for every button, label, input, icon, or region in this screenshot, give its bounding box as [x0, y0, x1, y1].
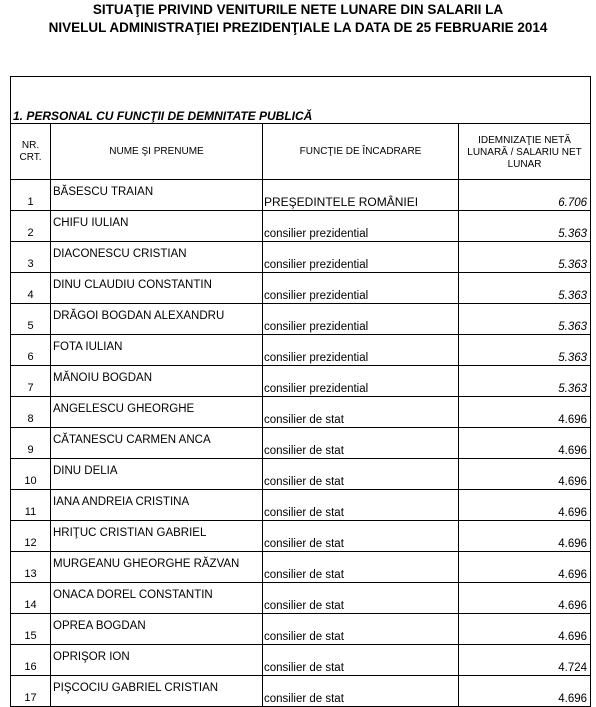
row-name-cell [51, 211, 263, 242]
row-name: ANGELESCU GHEORGHE [53, 403, 195, 415]
table-row [11, 397, 591, 428]
row-salary: 5.363 [558, 228, 588, 240]
table-row [11, 180, 591, 211]
row-function: PREŞEDINTELE ROMÂNIEI [264, 195, 419, 209]
row-number-cell [11, 583, 51, 614]
row-number-cell [11, 366, 51, 397]
table-row [11, 614, 591, 645]
row-name: DINU DELIA [53, 465, 118, 477]
row-salary-cell [459, 428, 591, 459]
row-salary: 4.724 [558, 662, 588, 674]
table-row [11, 335, 591, 366]
row-number-cell [11, 304, 51, 335]
table-row [11, 304, 591, 335]
row-number: 5 [27, 320, 34, 332]
row-name-cell [51, 490, 263, 521]
row-salary: 4.696 [558, 569, 588, 581]
row-salary: 4.696 [558, 445, 588, 457]
row-number-cell [11, 180, 51, 211]
row-function: consilier de stat [264, 507, 344, 519]
table-row [11, 273, 591, 304]
table-row [11, 552, 591, 583]
row-function-cell [263, 428, 459, 459]
row-number-cell [11, 459, 51, 490]
header-function: FUNCŢIE DE ÎNCADRARE [263, 124, 459, 180]
row-function: consilier de stat [264, 693, 344, 705]
row-function: consilier de stat [264, 662, 344, 674]
row-name-cell [51, 366, 263, 397]
row-salary: 4.696 [558, 693, 588, 705]
table-row [11, 242, 591, 273]
row-number-cell [11, 552, 51, 583]
row-number-cell [11, 645, 51, 676]
row-number: 15 [24, 630, 37, 642]
row-salary-cell [459, 490, 591, 521]
row-function-cell [263, 397, 459, 428]
row-name: OPRIŞOR ION [53, 651, 130, 663]
row-salary: 4.696 [558, 631, 588, 643]
row-name-cell [51, 180, 263, 211]
row-function: consilier de stat [264, 538, 344, 550]
row-function: consilier de stat [264, 476, 344, 488]
row-number: 17 [24, 692, 37, 704]
row-name-cell [51, 459, 263, 490]
row-salary: 5.363 [558, 290, 588, 302]
row-salary-cell [459, 273, 591, 304]
row-name-cell [51, 645, 263, 676]
row-function-cell [263, 614, 459, 645]
row-salary-cell [459, 366, 591, 397]
row-salary-cell [459, 242, 591, 273]
row-name: DRĂGOI BOGDAN ALEXANDRU [53, 310, 225, 322]
row-number: 12 [24, 537, 37, 549]
row-salary-cell [459, 552, 591, 583]
salary-table [10, 76, 591, 707]
row-function: consilier de stat [264, 445, 344, 457]
row-number-cell [11, 242, 51, 273]
row-name-cell [51, 242, 263, 273]
row-salary: 4.696 [558, 538, 588, 550]
row-name-cell [51, 397, 263, 428]
row-number-cell [11, 521, 51, 552]
section-cell [11, 77, 591, 124]
table-row [11, 211, 591, 242]
row-function-cell [263, 645, 459, 676]
row-number: 8 [27, 413, 34, 425]
row-name-cell [51, 521, 263, 552]
row-number: 16 [24, 661, 37, 673]
row-name-cell [51, 428, 263, 459]
row-name-cell [51, 583, 263, 614]
row-number-cell [11, 490, 51, 521]
row-function-cell [263, 490, 459, 521]
row-number: 6 [27, 351, 34, 363]
row-name: ONACA DOREL CONSTANTIN [53, 589, 213, 601]
row-function: consilier prezidential [264, 259, 369, 271]
row-number: 2 [27, 227, 34, 239]
row-function-cell [263, 304, 459, 335]
row-number-cell [11, 397, 51, 428]
row-number-cell [11, 614, 51, 645]
row-name-cell [51, 335, 263, 366]
table-row [11, 366, 591, 397]
row-name: FOTA IULIAN [53, 341, 123, 353]
row-function: consilier prezidential [264, 383, 369, 395]
row-number-cell [11, 273, 51, 304]
row-salary-cell [459, 614, 591, 645]
header-name: NUME ŞI PRENUME [51, 124, 263, 180]
table-row [11, 459, 591, 490]
row-salary-cell [459, 304, 591, 335]
table-row [11, 428, 591, 459]
table-row [11, 583, 591, 614]
row-function-cell [263, 552, 459, 583]
row-number: 3 [27, 258, 34, 270]
row-salary: 4.696 [558, 507, 588, 519]
row-name-cell [51, 273, 263, 304]
row-function-cell [263, 211, 459, 242]
header-nr: NR. CRT. [11, 124, 51, 180]
row-function-cell [263, 180, 459, 211]
row-function: consilier de stat [264, 414, 344, 426]
header-row [11, 124, 591, 180]
row-function: consilier de stat [264, 600, 344, 612]
row-name: IANA ANDREIA CRISTINA [53, 496, 190, 508]
row-name-cell [51, 552, 263, 583]
table-row [11, 490, 591, 521]
row-number: 1 [27, 196, 34, 208]
row-name-cell [51, 614, 263, 645]
document-title-line1: SITUAŢIE PRIVIND VENITURILE NETE LUNARE DIN SALARII LA [92, 2, 504, 17]
row-number-cell [11, 428, 51, 459]
row-number: 14 [24, 599, 37, 611]
table-row [11, 645, 591, 676]
row-salary-cell [459, 335, 591, 366]
row-name-cell [51, 304, 263, 335]
row-function-cell [263, 273, 459, 304]
row-function: consilier prezidential [264, 352, 369, 364]
row-number: 10 [24, 475, 37, 487]
row-number: 11 [24, 506, 37, 518]
row-name: BĂSESCU TRAIAN [53, 186, 154, 198]
row-function: consilier prezidential [264, 228, 369, 240]
row-salary: 5.363 [558, 383, 588, 395]
row-name: DINU CLAUDIU CONSTANTIN [53, 279, 212, 291]
row-function-cell [263, 521, 459, 552]
row-name: MURGEANU GHEORGHE RĂZVAN [53, 558, 240, 570]
row-salary-cell [459, 645, 591, 676]
row-salary: 4.696 [558, 476, 588, 488]
row-number: 4 [27, 289, 34, 301]
row-name: PIŞCOCIU GABRIEL CRISTIAN [53, 682, 219, 694]
row-salary-cell [459, 397, 591, 428]
row-name: CHIFU IULIAN [53, 217, 129, 229]
row-name: CĂTANESCU CARMEN ANCA [53, 434, 211, 446]
row-number: 13 [24, 568, 37, 580]
row-salary: 4.696 [558, 414, 588, 426]
document-title-line2: NIVELUL ADMINISTRAŢIEI PREZIDENŢIALE LA DATA DE 25 FEBRUARIE 2014 [48, 20, 548, 35]
row-salary: 5.363 [558, 352, 588, 364]
row-number-cell [11, 211, 51, 242]
row-function: consilier de stat [264, 569, 344, 581]
row-number-cell [11, 335, 51, 366]
row-salary-cell [459, 459, 591, 490]
row-function-cell [263, 335, 459, 366]
row-salary: 4.696 [558, 600, 588, 612]
row-salary: 5.363 [558, 321, 588, 333]
row-function: consilier de stat [264, 631, 344, 643]
section-title: 1. PERSONAL CU FUNCŢII DE DEMNITATE PUBLICĂ [13, 109, 313, 123]
row-function-cell [263, 242, 459, 273]
row-salary-cell [459, 583, 591, 614]
row-function: consilier prezidential [264, 290, 369, 302]
row-name: DIACONESCU CRISTIAN [53, 248, 187, 260]
header-salary: IDEMNIZAŢIE NETĂ LUNARĂ / SALARIU NET LUNAR [459, 124, 591, 180]
row-name: OPREA BOGDAN [53, 620, 146, 632]
row-function: consilier prezidential [264, 321, 369, 333]
row-function-cell [263, 583, 459, 614]
row-salary-cell [459, 521, 591, 552]
row-function-cell [263, 459, 459, 490]
section-row [11, 77, 591, 124]
row-salary: 5.363 [558, 259, 588, 271]
row-name: MĂNOIU BOGDAN [53, 372, 153, 384]
row-number: 9 [27, 444, 34, 456]
row-salary-cell [459, 211, 591, 242]
row-salary-cell [459, 180, 591, 211]
row-name: HRIŢUC CRISTIAN GABRIEL [53, 527, 207, 539]
table-row [11, 521, 591, 552]
row-number: 7 [27, 382, 34, 394]
row-salary: 6.706 [558, 197, 588, 209]
row-function-cell [263, 366, 459, 397]
